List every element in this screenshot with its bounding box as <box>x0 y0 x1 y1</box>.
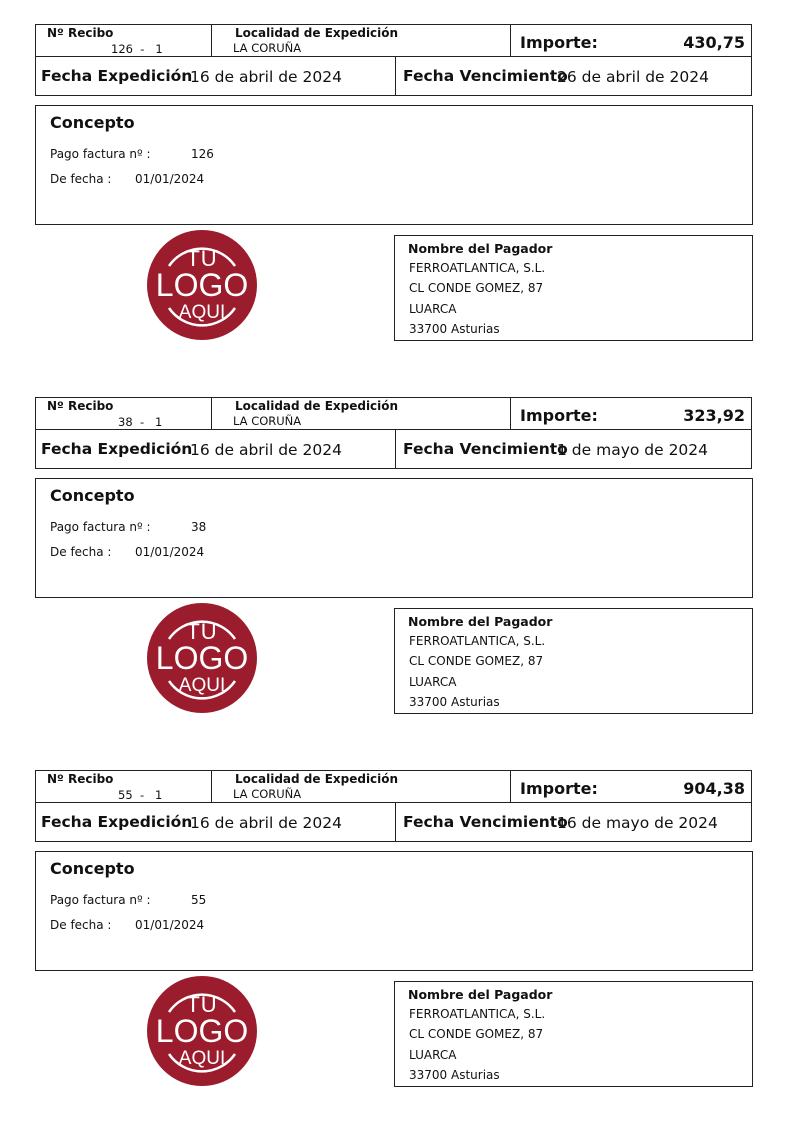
date-of-label: De fecha : <box>50 545 112 559</box>
issue-date-label: Fecha Expedición <box>41 67 193 85</box>
issue-date-value: 16 de abril de 2024 <box>190 441 342 459</box>
receipt-header-dates <box>35 430 752 469</box>
payer-address: CL CONDE GOMEZ, 87 <box>409 281 544 295</box>
logo-text-aqui: AQUI <box>178 1048 226 1069</box>
logo-text-logo: LOGO <box>155 1013 249 1049</box>
payer-postal: 33700 Asturias <box>409 1068 500 1082</box>
due-date-value: 16 de mayo de 2024 <box>557 814 718 832</box>
receipt-no-label: Nº Recibo <box>47 399 114 413</box>
payer-box <box>394 981 753 1087</box>
logo-text-logo: LOGO <box>155 640 249 676</box>
receipt-no-value: 126 - 1 <box>111 42 163 56</box>
invoice-payment-label: Pago factura nº : <box>50 520 151 534</box>
locality-value: LA CORUÑA <box>233 414 302 428</box>
payer-postal: 33700 Asturias <box>409 695 500 709</box>
amount-label: Importe: <box>520 779 598 798</box>
issue-date-value: 16 de abril de 2024 <box>190 814 342 832</box>
payer-box <box>394 235 753 341</box>
due-date-label: Fecha Vencimiento <box>403 440 568 458</box>
company-logo <box>147 603 257 713</box>
payer-name: FERROATLANTICA, S.L. <box>409 261 546 275</box>
divider <box>395 430 396 468</box>
divider <box>395 57 396 95</box>
receipt-no-label: Nº Recibo <box>47 772 114 786</box>
amount-value: 430,75 <box>683 33 745 52</box>
due-date-label: Fecha Vencimiento <box>403 67 568 85</box>
amount-label: Importe: <box>520 406 598 425</box>
invoice-payment-label: Pago factura nº : <box>50 893 151 907</box>
payer-city: LUARCA <box>409 302 457 316</box>
receipt-no-value: 38 - 1 <box>118 415 163 429</box>
concept-title: Concepto <box>50 486 135 505</box>
concept-box <box>35 105 753 225</box>
invoice-date: 01/01/2024 <box>135 545 205 559</box>
divider <box>211 25 212 56</box>
logo-text-aqui: AQUI <box>178 675 226 696</box>
locality-value: LA CORUÑA <box>233 787 302 801</box>
date-of-label: De fecha : <box>50 172 112 186</box>
concept-box <box>35 851 753 971</box>
payer-city: LUARCA <box>409 1048 457 1062</box>
divider <box>510 25 511 56</box>
amount-label: Importe: <box>520 33 598 52</box>
logo-text-tu: TU <box>186 619 218 644</box>
locality-label: Localidad de Expedición <box>235 399 399 413</box>
payer-name: FERROATLANTICA, S.L. <box>409 634 546 648</box>
invoice-date: 01/01/2024 <box>135 172 205 186</box>
receipt-3 <box>0 770 795 1110</box>
payer-title: Nombre del Pagador <box>408 614 553 629</box>
concept-title: Concepto <box>50 859 135 878</box>
receipt-2 <box>0 397 795 737</box>
date-of-label: De fecha : <box>50 918 112 932</box>
issue-date-value: 16 de abril de 2024 <box>190 68 342 86</box>
due-date-value: 1 de mayo de 2024 <box>557 441 709 459</box>
issue-date-label: Fecha Expedición <box>41 440 193 458</box>
locality-label: Localidad de Expedición <box>235 772 399 786</box>
amount-value: 904,38 <box>683 779 745 798</box>
logo-text-aqui: AQUI <box>178 302 226 323</box>
divider <box>510 398 511 429</box>
company-logo <box>147 976 257 1086</box>
concept-box <box>35 478 753 598</box>
payer-postal: 33700 Asturias <box>409 322 500 336</box>
payer-name: FERROATLANTICA, S.L. <box>409 1007 546 1021</box>
invoice-payment-label: Pago factura nº : <box>50 147 151 161</box>
invoice-number: 38 <box>191 520 207 534</box>
receipt-no-label: Nº Recibo <box>47 26 114 40</box>
invoice-number: 126 <box>191 147 214 161</box>
logo-text-tu: TU <box>186 246 218 271</box>
receipt-no-value: 55 - 1 <box>118 788 163 802</box>
logo-text-logo: LOGO <box>155 267 249 303</box>
divider <box>211 771 212 802</box>
payer-title: Nombre del Pagador <box>408 241 553 256</box>
receipt-header-top <box>35 397 752 430</box>
payer-address: CL CONDE GOMEZ, 87 <box>409 654 544 668</box>
locality-label: Localidad de Expedición <box>235 26 399 40</box>
receipt-header-top <box>35 770 752 803</box>
logo-text-tu: TU <box>186 992 218 1017</box>
due-date-value: 26 de abril de 2024 <box>557 68 709 86</box>
payer-city: LUARCA <box>409 675 457 689</box>
amount-value: 323,92 <box>683 406 745 425</box>
receipt-header-dates <box>35 57 752 96</box>
payer-title: Nombre del Pagador <box>408 987 553 1002</box>
receipt-header-dates <box>35 803 752 842</box>
locality-value: LA CORUÑA <box>233 41 302 55</box>
invoice-date: 01/01/2024 <box>135 918 205 932</box>
company-logo <box>147 230 257 340</box>
receipt-header-top <box>35 24 752 57</box>
receipt-1 <box>0 24 795 364</box>
invoice-number: 55 <box>191 893 207 907</box>
divider <box>211 398 212 429</box>
due-date-label: Fecha Vencimiento <box>403 813 568 831</box>
payer-box <box>394 608 753 714</box>
divider <box>510 771 511 802</box>
divider <box>395 803 396 841</box>
issue-date-label: Fecha Expedición <box>41 813 193 831</box>
payer-address: CL CONDE GOMEZ, 87 <box>409 1027 544 1041</box>
concept-title: Concepto <box>50 113 135 132</box>
